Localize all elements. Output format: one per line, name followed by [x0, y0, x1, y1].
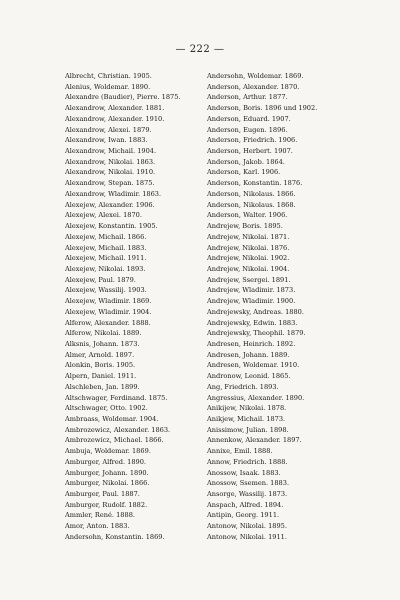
name-entry: Andrejewsky, Andreas. 1880.: [207, 307, 304, 316]
name-entry: Ammler, René. 1888.: [65, 511, 135, 520]
name-entry: Andronow, Leonid. 1865.: [207, 372, 291, 381]
name-entry: Andresen, Heinrich. 1892.: [207, 339, 296, 348]
name-entry: Anderson, Konstantin. 1876.: [207, 179, 303, 188]
name-entry: Anspach, Alfred. 1894.: [207, 500, 284, 509]
name-entry: Alexandre (Baudier), Pierre. 1875.: [65, 93, 181, 102]
name-entry: Andrejew, Nikolai. 1876.: [207, 243, 290, 252]
name-entry: Alonkin, Boris. 1905.: [65, 361, 136, 370]
name-entry: Alexejew, Alexander. 1906.: [65, 200, 155, 209]
name-entry: Anderson, Friedrich. 1906.: [207, 136, 298, 145]
name-entry: Andrejew, Nikolai. 1871.: [207, 232, 290, 241]
name-entry: Alexejew, Wladimir. 1869.: [65, 297, 152, 306]
name-entry: Amburger, Paul. 1887.: [65, 490, 140, 499]
name-entry: Amburger, Johann. 1890.: [65, 468, 149, 477]
name-entry: Anossow, Isaak. 1883.: [207, 468, 281, 477]
name-entry: Anderson, Arthur. 1877.: [207, 93, 288, 102]
name-entry: Anderson, Herbert. 1907.: [207, 147, 293, 156]
name-entry: Antipin, Georg. 1911.: [207, 511, 280, 520]
name-entry: Annenkow, Alexander. 1897.: [207, 436, 302, 445]
name-entry: Anderson, Boris. 1896 und 1902.: [207, 104, 318, 113]
name-entry: Andrejew, Ssergei. 1891.: [207, 275, 291, 284]
name-entry: Anderson, Eduard. 1907.: [207, 114, 291, 123]
page-number: — 222 —: [175, 44, 225, 55]
name-entry: Antonow, Nikolai. 1895.: [207, 522, 287, 531]
name-entry: Angressius, Alexander. 1890.: [207, 393, 305, 402]
name-entry: Anikjew, Michail. 1873.: [207, 415, 286, 423]
name-entry: Alexejew, Paul. 1879.: [65, 275, 136, 284]
name-entry: Amor, Anton. 1883.: [65, 522, 130, 531]
name-entry: Andersohn, Konstantin. 1869.: [65, 532, 165, 541]
name-entry: Alexejew, Wladimir. 1904.: [65, 307, 152, 316]
name-entry: Anderson, Jakob. 1864.: [207, 157, 285, 166]
name-entry: Anderson, Eugen. 1896.: [207, 125, 288, 134]
name-entry: Anissimow, Julian. 1898.: [207, 425, 289, 434]
name-entry: Alenius, Woldemar. 1890.: [65, 82, 151, 91]
name-entry: Alexejew, Michail. 1866.: [65, 232, 147, 241]
name-entry: Alexandrow, Alexei. 1879.: [65, 125, 152, 134]
name-entry: Alexandrow, Stepan. 1875.: [65, 179, 155, 188]
name-entry: Altschwager, Ferdinand. 1875.: [65, 393, 168, 402]
name-entry: Andersohn, Woldemar. 1869.: [207, 72, 304, 80]
name-entry: Alschleben, Jan. 1899.: [65, 382, 140, 391]
name-entry: Andrejew, Boris. 1895.: [207, 222, 283, 231]
name-entry: Antonow, Nikolai. 1911.: [207, 532, 287, 541]
name-entry: Andresen, Woldemar. 1910.: [207, 361, 300, 370]
name-entry: Ambrozewicz, Alexander. 1863.: [65, 425, 171, 434]
name-entry: Alksnis, Johann. 1873.: [65, 339, 140, 348]
name-entry: Andrejew, Wladimir. 1873.: [207, 286, 296, 295]
name-entry: Alexejew, Wassilij. 1903.: [65, 286, 147, 295]
name-entry: Alferow, Nikolai. 1889.: [65, 329, 142, 338]
right-column: [207, 71, 357, 543]
name-entry: Ambuja, Woldemar. 1869.: [65, 447, 151, 456]
name-entry: Albrecht, Christian. 1905.: [65, 72, 152, 80]
name-entry: Alexejew, Konstantin. 1905.: [65, 222, 158, 231]
name-entry: Alexejew, Alexei. 1870.: [65, 211, 142, 220]
name-entry: Alferow, Alexander. 1888.: [65, 318, 151, 327]
name-entry: Anderson, Walter. 1906.: [207, 211, 288, 220]
name-entry: Andresen, Johann. 1889.: [207, 350, 290, 359]
name-entry: Amburger, Alfred. 1890.: [65, 457, 147, 466]
name-entry: Ang, Friedrich. 1893.: [207, 382, 279, 391]
name-entry: Ansorge, Wassilij. 1873.: [207, 490, 288, 499]
name-entry: Andrejewsky, Theophil. 1879.: [207, 329, 306, 338]
name-entry: Andrejew, Nikolai. 1902.: [207, 254, 290, 263]
name-entry: Alexandrow, Iwan. 1883.: [65, 136, 148, 145]
name-entry: Alexandrow, Alexander. 1910.: [65, 114, 165, 123]
name-entry: Anderson, Nikolaus. 1866.: [207, 189, 296, 198]
name-entry: Anossow, Ssemen. 1883.: [207, 479, 290, 488]
name-entry: Alpern, Daniel. 1911.: [65, 372, 137, 381]
name-entry: Alexejew, Nikolai. 1893.: [65, 264, 146, 273]
name-entry: Alexandrow, Wladimir. 1863.: [65, 189, 162, 198]
name-entry: Anderson, Nikolaus. 1868.: [207, 200, 296, 209]
name-entry: Amburger, Nikolai. 1866.: [65, 479, 150, 488]
name-entry: Ambraass, Woldemar. 1904.: [65, 415, 159, 423]
name-entry: Alexandrow, Nikolai. 1863.: [65, 157, 156, 166]
name-entry: Anderson, Karl. 1906.: [207, 168, 281, 177]
left-column: [65, 71, 205, 543]
name-entry: Alexandrow, Michail. 1904.: [65, 147, 157, 156]
name-entry: Alexandrow, Nikolai. 1910.: [65, 168, 156, 177]
name-entry: Alexandrow, Alexander. 1881.: [65, 104, 165, 113]
name-entry: Andrejew, Nikolai. 1904.: [207, 264, 290, 273]
name-entry: Annixe, Emil. 1888.: [207, 447, 273, 456]
name-entry: Andrejew, Wladimir. 1900.: [207, 297, 296, 306]
name-entry: Altschwager, Otto. 1902.: [65, 404, 148, 413]
name-entry: Anikijew, Nikolai. 1878.: [207, 404, 287, 413]
name-entry: Annow, Friedrich. 1888.: [207, 457, 288, 466]
name-entry: Amburger, Rudolf. 1882.: [65, 500, 148, 509]
name-entry: Anderson, Alexander. 1870.: [207, 82, 300, 91]
name-entry: Alexejew, Michail. 1883.: [65, 243, 147, 252]
name-entry: Ambrozewicz, Michael. 1866.: [65, 436, 164, 445]
name-entry: Alexejew, Michail. 1911.: [65, 254, 147, 263]
name-entry: Almer, Arnold. 1897.: [65, 350, 135, 359]
name-entry: Andrejewsky, Edwin. 1883.: [207, 318, 298, 327]
